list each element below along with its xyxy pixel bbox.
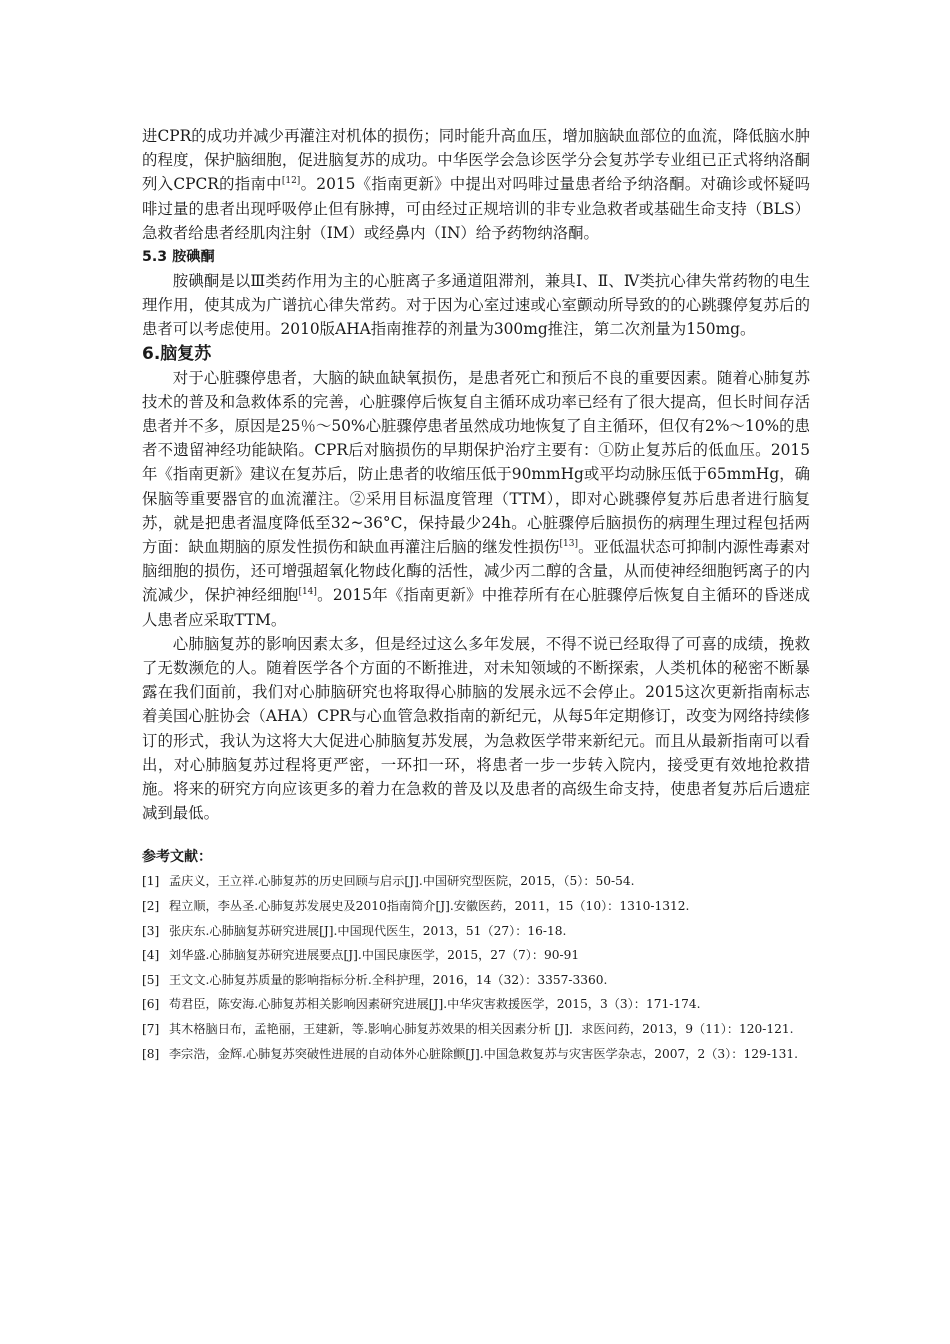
paragraph-text: 进CPR的成功并减少再灌注对机体的损伤；同时能升高血压，增加脑缺血部位的血流，降低脑水肿的程度，保护脑细胞，促进脑复苏的成功。中华医学会急诊医学分会复苏学专业组已正式将纳洛酮列入CPCR的指南中 bbox=[142, 127, 810, 194]
references-heading: 参考文献： bbox=[142, 849, 212, 866]
reference-number: [3] bbox=[142, 923, 160, 938]
amiodarone-paragraph: 胺碘酮是以Ⅲ类药作用为主的心脏离子多通道阻滞剂，兼具Ⅰ、Ⅱ、Ⅳ类抗心律失常药物的电生理作用，使其成为广谱抗心律失常药。对于因为心室过速或心室颤动所导致的的心跳骤停复苏后的患者可以考虑使用。2010版AHA指南推荐的剂量为300mg推注，第二次剂量为150mg。 bbox=[142, 272, 810, 339]
reference-item bbox=[142, 1042, 810, 1067]
citation-marker[interactable]: [14] bbox=[298, 587, 317, 598]
reference-item bbox=[142, 968, 810, 993]
reference-item bbox=[142, 869, 810, 894]
references-list bbox=[142, 869, 810, 1066]
reference-number: [8] bbox=[142, 1046, 160, 1061]
reference-number: [6] bbox=[142, 997, 160, 1012]
reference-number: [2] bbox=[142, 899, 160, 914]
paragraph-text: 。亚低温状态可抑制内源性毒素对脑细胞的损伤，还可增强超氧化物歧化酶的活性，减少丙二醇的含量，从而使神经细胞钙离子的内流减少，保护神经细胞 bbox=[142, 538, 810, 605]
reference-text: 孟庆义，王立祥.心肺复苏的历史回顾与启示[J].中国研究型医院，2015，（5）：50-54. bbox=[169, 874, 635, 889]
paragraph-text: 。2015年《指南更新》中推荐所有在心脏骤停后恢复自主循环的昏迷成人患者应采取TTM。 bbox=[142, 586, 810, 629]
reference-item bbox=[142, 919, 810, 944]
document-page bbox=[142, 124, 810, 1066]
reference-text: 苟君臣，陈安海.心肺复苏相关影响因素研究进展[J].中华灾害救援医学，2015，3（3）：171-174. bbox=[169, 997, 701, 1012]
reference-item bbox=[142, 943, 810, 968]
reference-number: [7] bbox=[142, 1022, 160, 1037]
section-heading-amiodarone: 5.3 胺碘酮 bbox=[142, 249, 215, 266]
brain-resuscitation-paragraph bbox=[142, 366, 810, 632]
reference-text: 刘华盛.心肺脑复苏研究进展要点[J].中国民康医学，2015，27（7）：90-91 bbox=[169, 948, 580, 963]
reference-text: 王文文.心肺复苏质量的影响指标分析.全科护理，2016，14（32）：3357-3360. bbox=[169, 972, 608, 987]
citation-marker[interactable]: [13] bbox=[559, 539, 579, 550]
reference-number: [1] bbox=[142, 874, 160, 889]
reference-item bbox=[142, 894, 810, 919]
naloxone-paragraph-continuation bbox=[142, 124, 810, 245]
reference-text: 程立顺，李丛圣.心肺复苏发展史及2010指南简介[J].安徽医药，2011，15（10）：1310-1312. bbox=[169, 899, 690, 914]
reference-text: 张庆东.心肺脑复苏研究进展[J].中国现代医生，2013，51（27）：16-18. bbox=[169, 923, 567, 938]
reference-number: [4] bbox=[142, 948, 160, 963]
reference-item bbox=[142, 992, 810, 1017]
reference-number: [5] bbox=[142, 972, 160, 987]
section-heading-brain-resuscitation: 6.脑复苏 bbox=[142, 343, 212, 364]
reference-item bbox=[142, 1017, 810, 1042]
conclusion-paragraph: 心肺脑复苏的影响因素太多，但是经过这么多年发展，不得不说已经取得了可喜的成绩，挽救了无数濒危的人。随着医学各个方面的不断推进，对未知领域的不断探索，人类机体的秘密不断暴露在我们面前，我们对心肺脑研究也将取得心肺脑的发展永远不会停止。2015这次更新指南标志着美国心脏协会（AHA）CPR与心血管急救指南的新纪元，从每5年定期修订，改变为网络持续修订的形式，我认为这将大大促进心肺脑复苏发展，为急救医学带来新纪元。而且从最新指南可以看出，对心肺脑复苏过程将更严密，一环扣一环，将患者一步一步转入院内，接受更有效地抢救措施。将来的研究方向应该更多的着力在急救的普及以及患者的高级生命支持，使患者复苏后后遗症减到最低。 bbox=[142, 634, 810, 823]
reference-text: 其木格脑日布，孟艳丽，王建新，等.影响心肺复苏效果的相关因素分析 [J]．求医问药，2013，9（11）：120-121. bbox=[169, 1022, 794, 1037]
citation-marker[interactable]: [12] bbox=[281, 176, 301, 187]
paragraph-text: 对于心脏骤停患者，大脑的缺血缺氧损伤，是患者死亡和预后不良的重要因素。随着心肺复苏技术的普及和急救体系的完善，心脏骤停后恢复自主循环成功率已经有了很大提高，但长时间存活患者并不多，原因是25％～50%心脏骤停患者虽然成功地恢复了自主循环，但仅有2%～10%的患者不遗留神经功能缺陷。CPR后对脑损伤的早期保护治疗主要有：①防止复苏后的低血压。2015年《指南更新》建议在复苏后，防止患者的收缩压低于90mmHg或平均动脉压低于65mmHg，确保脑等重要器官的血流灌注。②采用目标温度管理（TTM），即对心跳骤停复苏后患者进行脑复苏，就是把患者温度降低至32~36°C，保持最少24h。心脏骤停后脑损伤的病理生理过程包括两方面：缺血期脑的原发性损伤和缺血再灌注后脑的继发性损伤 bbox=[142, 368, 810, 557]
reference-text: 李宗浩，金辉.心肺复苏突破性进展的自动体外心脏除颤[J].中国急救复苏与灾害医学杂志，2007，2（3）：129-131. bbox=[169, 1046, 798, 1061]
paragraph-text: 。2015《指南更新》中提出对吗啡过量患者给予纳洛酮。对确诊或怀疑吗啡过量的患者出现呼吸停止但有脉搏，可由经过正规培训的非专业急救者或基础生命支持（BLS）急救者给患者经肌肉注射（IM）或经鼻内（IN）给予药物纳洛酮。 bbox=[142, 175, 810, 242]
